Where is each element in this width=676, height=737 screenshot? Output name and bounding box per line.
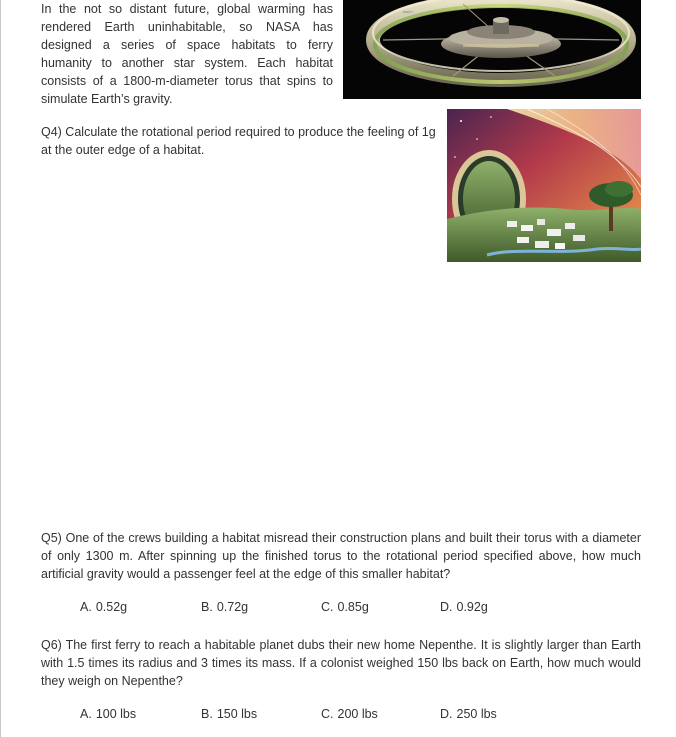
choice-letter: D. — [440, 600, 453, 614]
choice-letter: C. — [321, 600, 334, 614]
choice-value: 200 lbs — [337, 707, 378, 721]
choice-letter: B. — [201, 600, 213, 614]
choice-letter: D. — [440, 707, 453, 721]
choice-letter: A. — [80, 600, 92, 614]
q6-choice-c[interactable] — [321, 705, 378, 723]
choice-value: 0.72g — [216, 600, 249, 614]
q6-choice-b[interactable] — [201, 705, 257, 723]
question-4: Q4) Calculate the rotational period required to produce the feeling of 1g at the outer edge of a habitat. — [41, 125, 436, 157]
q6-choice-d[interactable] — [440, 705, 497, 723]
choice-value: 250 lbs — [456, 707, 497, 721]
question-5: Q5) One of the crews building a habitat misread their construction plans and built their torus with a diameter of only 1300 m. After spinning up the finished torus to the rotational period specified above, how much artificial gravity would a passenger feel at the edge of this smaller habitat? — [41, 531, 641, 581]
choice-value: 0.85g — [337, 600, 369, 614]
torus-space-habitat-exterior-image — [343, 0, 641, 99]
question-6: Q6) The first ferry to reach a habitable planet dubs their new home Nepenthe. It is slightly larger than Earth with 1.5 times its radius and 3 times its mass. If a colonist weighed 150 lbs back on Earth, how much would they weigh on Nepenthe? — [41, 638, 641, 688]
choice-value: 100 lbs — [95, 707, 137, 721]
q5-choice-c[interactable] — [321, 598, 369, 616]
choice-value: 0.52g — [95, 600, 128, 614]
choice-letter: B. — [201, 707, 213, 721]
q5-choice-d[interactable] — [440, 598, 488, 616]
choice-value: 0.92g — [456, 600, 488, 614]
q5-choice-b[interactable] — [201, 598, 248, 616]
intro-paragraph: In the not so distant future, global warming has rendered Earth uninhabitable, so NASA has designed a series of space habitats to ferry humanity to another star system. Each habitat consists of a 1800-m-diameter torus that spins to simulate Earth’s gravity. — [41, 2, 333, 106]
q6-choice-a[interactable] — [80, 705, 136, 723]
choice-value: 150 lbs — [216, 707, 258, 721]
q5-choice-a[interactable] — [80, 598, 127, 616]
choice-letter: A. — [80, 707, 92, 721]
torus-habitat-interior-image — [447, 109, 641, 262]
page-border — [0, 0, 1, 737]
choice-letter: C. — [321, 707, 334, 721]
